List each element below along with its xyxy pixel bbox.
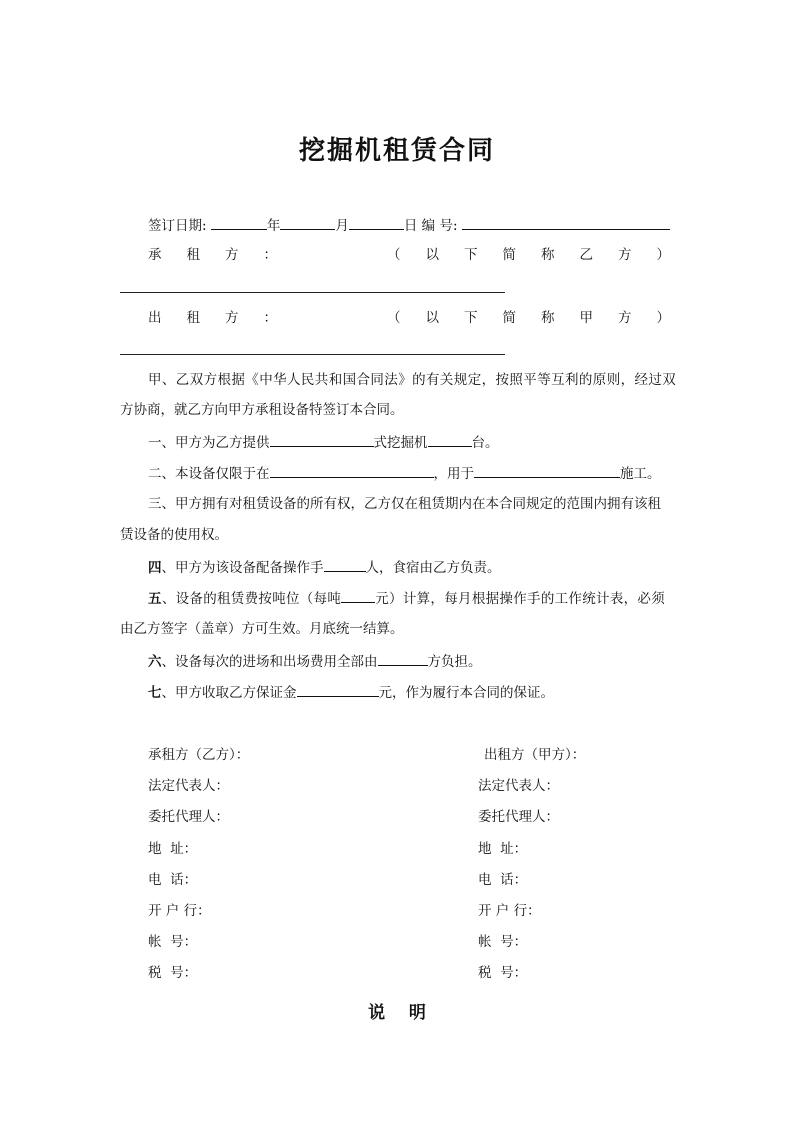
sig-label: 税 号： — [148, 965, 198, 981]
ch: 称 — [541, 310, 555, 326]
clause-number: 一、 — [148, 435, 175, 451]
ch: 方 — [618, 310, 632, 326]
clause-text: 人，食宿由乙方负责。 — [365, 560, 501, 576]
ch: 租 — [186, 247, 200, 263]
clause-text: 本设备仅限于在 — [175, 466, 270, 482]
gap — [302, 246, 362, 264]
sig-label: 帐 号： — [148, 934, 198, 950]
month-label: 月 — [335, 218, 349, 234]
clause-text: 方负担。 — [427, 654, 482, 670]
ch: 称 — [541, 247, 555, 263]
ch: 承 — [148, 247, 162, 263]
clause-text: 、设备每次的进场和出场费用全部由 — [161, 654, 378, 670]
ch: 简 — [502, 310, 516, 326]
clause-number: 二、 — [148, 466, 175, 482]
lessee-line — [148, 246, 670, 264]
ch: （ — [387, 247, 401, 263]
clause-2 — [148, 464, 661, 483]
day-label: 日 — [403, 218, 418, 234]
clause-text: 元，作为履行本合同的保证。 — [378, 685, 554, 701]
ch: ） — [656, 310, 670, 326]
clause-text: 、设备的租赁费按吨位（每吨 — [161, 591, 342, 607]
clause-text: 元）计算，每月根据操作手的工作统计表，必须 — [375, 591, 666, 607]
ch: ： — [263, 310, 277, 326]
sig-label: 开 户 行： — [478, 903, 541, 919]
lessor-line — [148, 309, 670, 327]
deposit-field[interactable] — [297, 683, 379, 697]
clause-6 — [148, 652, 482, 671]
ch: 方 — [618, 247, 632, 263]
document-title: 挖掘机租赁合同 — [298, 136, 495, 166]
ch: 租 — [186, 310, 200, 326]
clause-text: 式挖掘机 — [373, 435, 428, 451]
sig-label: 法定代表人： — [478, 778, 559, 794]
clause-text: 、甲方收取乙方保证金 — [161, 685, 297, 701]
sig-label: 税 号： — [478, 965, 528, 981]
ch: 下 — [464, 247, 478, 263]
sig-label: 开 户 行： — [148, 903, 211, 919]
location-field[interactable] — [270, 464, 434, 478]
ch: 简 — [502, 247, 516, 263]
clause-3-line-2: 赁设备的使用权。 — [120, 527, 228, 543]
lessor-name-field[interactable] — [120, 354, 505, 355]
clause-number: 六 — [148, 654, 162, 670]
intro-line-2: 方协商，就乙方向甲方承租设备特签订本合同。 — [120, 402, 404, 418]
sig-label: 委托代理人： — [148, 809, 229, 825]
clause-text: 台。 — [471, 435, 499, 451]
ch: 下 — [464, 310, 478, 326]
clause-text: 甲方为乙方提供 — [175, 435, 270, 451]
operator-count-field[interactable] — [324, 558, 366, 572]
sig-label: 电 话： — [478, 872, 528, 888]
sig-label: 承租方（乙方）： — [148, 747, 250, 763]
clause-number: 五 — [148, 591, 162, 607]
ch: 以 — [425, 310, 439, 326]
ch: ） — [656, 247, 670, 263]
price-per-ton-field[interactable] — [341, 589, 375, 603]
ch: 出 — [148, 310, 162, 326]
sig-label: 法定代表人： — [148, 778, 229, 794]
clause-text: 施工。 — [620, 466, 661, 482]
ch: 方 — [225, 310, 239, 326]
clause-4 — [148, 558, 501, 577]
clause-5-line-2: 由乙方签字（盖章）方可生效。月底统一结算。 — [120, 621, 404, 637]
lessee-name-field[interactable] — [120, 292, 505, 293]
clause-7 — [148, 683, 554, 702]
ch: 方 — [225, 247, 239, 263]
notes-heading: 说 明 — [368, 1003, 426, 1023]
clause-5 — [148, 589, 665, 608]
ch: 以 — [425, 247, 439, 263]
year-label: 年 — [266, 218, 281, 234]
excavator-model-field[interactable] — [270, 433, 374, 447]
intro-line-1: 甲、乙双方根据《中华人民共和国合同法》的有关规定，按照平等互利的原则，经过双 — [148, 372, 677, 388]
header-line — [148, 216, 670, 235]
clause-3-line-1: 三、甲方拥有对租赁设备的所有权，乙方仅在租赁期内在本合同规定的范围内拥有该租 — [148, 496, 661, 512]
sig-label: 委托代理人： — [478, 809, 559, 825]
sig-label: 帐 号： — [478, 934, 528, 950]
number-field[interactable] — [462, 216, 670, 230]
ch: （ — [387, 310, 401, 326]
ch: ： — [263, 247, 277, 263]
sig-label: 地 址： — [148, 841, 198, 857]
responsible-party-field[interactable] — [378, 652, 428, 666]
excavator-count-field[interactable] — [428, 433, 472, 447]
gap — [302, 309, 362, 327]
year-field[interactable] — [211, 216, 267, 230]
clause-text: ，用于 — [433, 466, 474, 482]
sign-date-label: 签订日期: — [148, 218, 207, 234]
clause-number: 四 — [148, 560, 162, 576]
sig-label: 电 话： — [148, 872, 198, 888]
sig-label: 地 址： — [478, 841, 528, 857]
clause-number: 七 — [148, 685, 162, 701]
ch: 甲 — [579, 310, 593, 326]
purpose-field[interactable] — [474, 464, 620, 478]
month-field[interactable] — [280, 216, 335, 230]
clause-1 — [148, 433, 499, 452]
sig-label: 出租方（甲方）： — [484, 747, 586, 763]
ch: 乙 — [579, 247, 593, 263]
number-label: 编 号: — [421, 218, 458, 234]
clause-text: 、甲方为该设备配备操作手 — [161, 560, 324, 576]
day-field[interactable] — [349, 216, 404, 230]
